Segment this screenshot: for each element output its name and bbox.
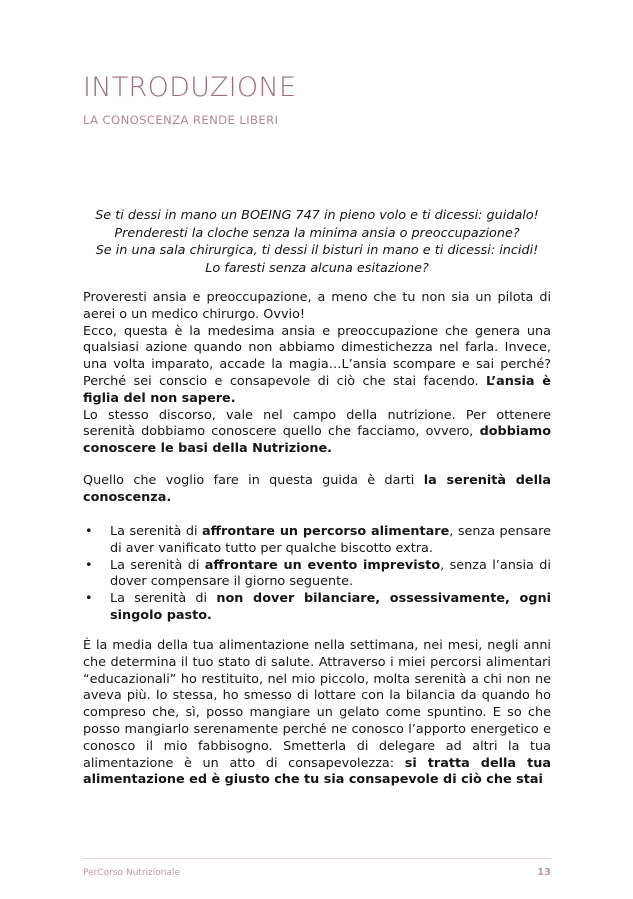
list-item	[83, 558, 551, 592]
paragraph-text: Lo stesso discorso, vale nel campo della nutrizione. Per ottenere serenità dobbiamo conoscere quello che facciamo, ovvero,	[83, 407, 551, 440]
quote-line: Lo faresti senza alcuna esitazione?	[205, 260, 429, 276]
list-item-text: La serenità di	[110, 557, 200, 573]
list-item-text: , senza l’ansia di dover compensare il giorno seguente.	[110, 557, 551, 590]
footer-divider	[83, 858, 551, 859]
page-title: INTRODUZIONE	[83, 72, 297, 103]
list-item-bold: non dover bilanciare, ossessivamente, ogni singolo pasto.	[110, 591, 551, 623]
paragraph-text: Ecco, questa è la medesima ansia e preoccupazione che genera una qualsiasi azione quando non abbiamo dimestichezza nel farla. Invece, una volta imparato, accade la magia…L’ansia scompare e sai perché? Perché sei conscio e consapevole di ciò che stai facendo.	[83, 323, 551, 389]
paragraph-text: È la media della tua alimentazione nella settimana, nei mesi, negli anni che determina il tuo stato di salute. Attraverso i miei percorsi alimentari “educazionali” ho restituito, nel mio piccolo, molta serenità a chi non ne aveva più. Io stessa, ho smesso di lottare con la bilancia da quando ho compreso che, sì, posso mangiare un gelato come spuntino. E so che posso mangiarlo serenamente perché ne conosco l’apporto energetico e conosco il mio fabbisogno. Smetterla di delegare ad altri la tua alimentazione è un atto di consapevolezza:	[83, 638, 551, 771]
paragraph-bold: dobbiamo conoscere le basi della Nutrizione.	[83, 424, 552, 457]
list-item-text: , senza pensare di aver vanificato tutto per qualche biscotto extra.	[110, 524, 551, 556]
body-paragraph-3	[83, 638, 551, 789]
paragraph-bold: la serenità della conoscenza.	[83, 473, 551, 505]
paragraph-text: Quello che voglio fare in questa guida è darti	[83, 473, 415, 488]
bullet-marker: •	[85, 591, 93, 607]
list-item-bold: affrontare un evento imprevisto	[204, 557, 441, 573]
list-item-text: La serenità di	[110, 524, 198, 539]
quote-line: Prenderesti la cloche senza la minima ansia o preoccupazione?	[114, 225, 520, 241]
paragraph-bold: si tratta della tua alimentazione ed è giusto che tu sia consapevole di ciò che stai	[83, 755, 551, 788]
list-item-text: La serenità di	[110, 591, 208, 607]
paragraph-bold: L’ansia è figlia del non sapere.	[83, 373, 551, 406]
list-item	[83, 524, 551, 558]
quote-line: Se ti dessi in mano un BOEING 747 in pieno volo e ti dicessi: guidalo!	[95, 208, 539, 223]
body-paragraph-1	[83, 290, 551, 458]
quote-line: Se in una sala chirurgica, ti dessi il bisturi in mano e ti dicessi: incidi!	[95, 243, 539, 258]
page-number: 13	[537, 867, 551, 878]
page-subtitle: LA CONOSCENZA RENDE LIBERI	[83, 113, 279, 127]
list-item	[83, 591, 551, 625]
footer-title: PerCorso Nutrizionale	[83, 868, 181, 878]
bullet-marker: •	[85, 557, 93, 573]
serenity-list	[83, 524, 551, 625]
bullet-marker: •	[85, 524, 93, 539]
list-item-bold: affrontare un percorso alimentare	[202, 524, 450, 539]
body-paragraph-2	[83, 473, 551, 507]
intro-quote	[83, 207, 551, 277]
paragraph-text: Proveresti ansia e preoccupazione, a meno che tu non sia un pilota di aerei o un medico chirurgo. Ovvio!	[83, 290, 551, 322]
